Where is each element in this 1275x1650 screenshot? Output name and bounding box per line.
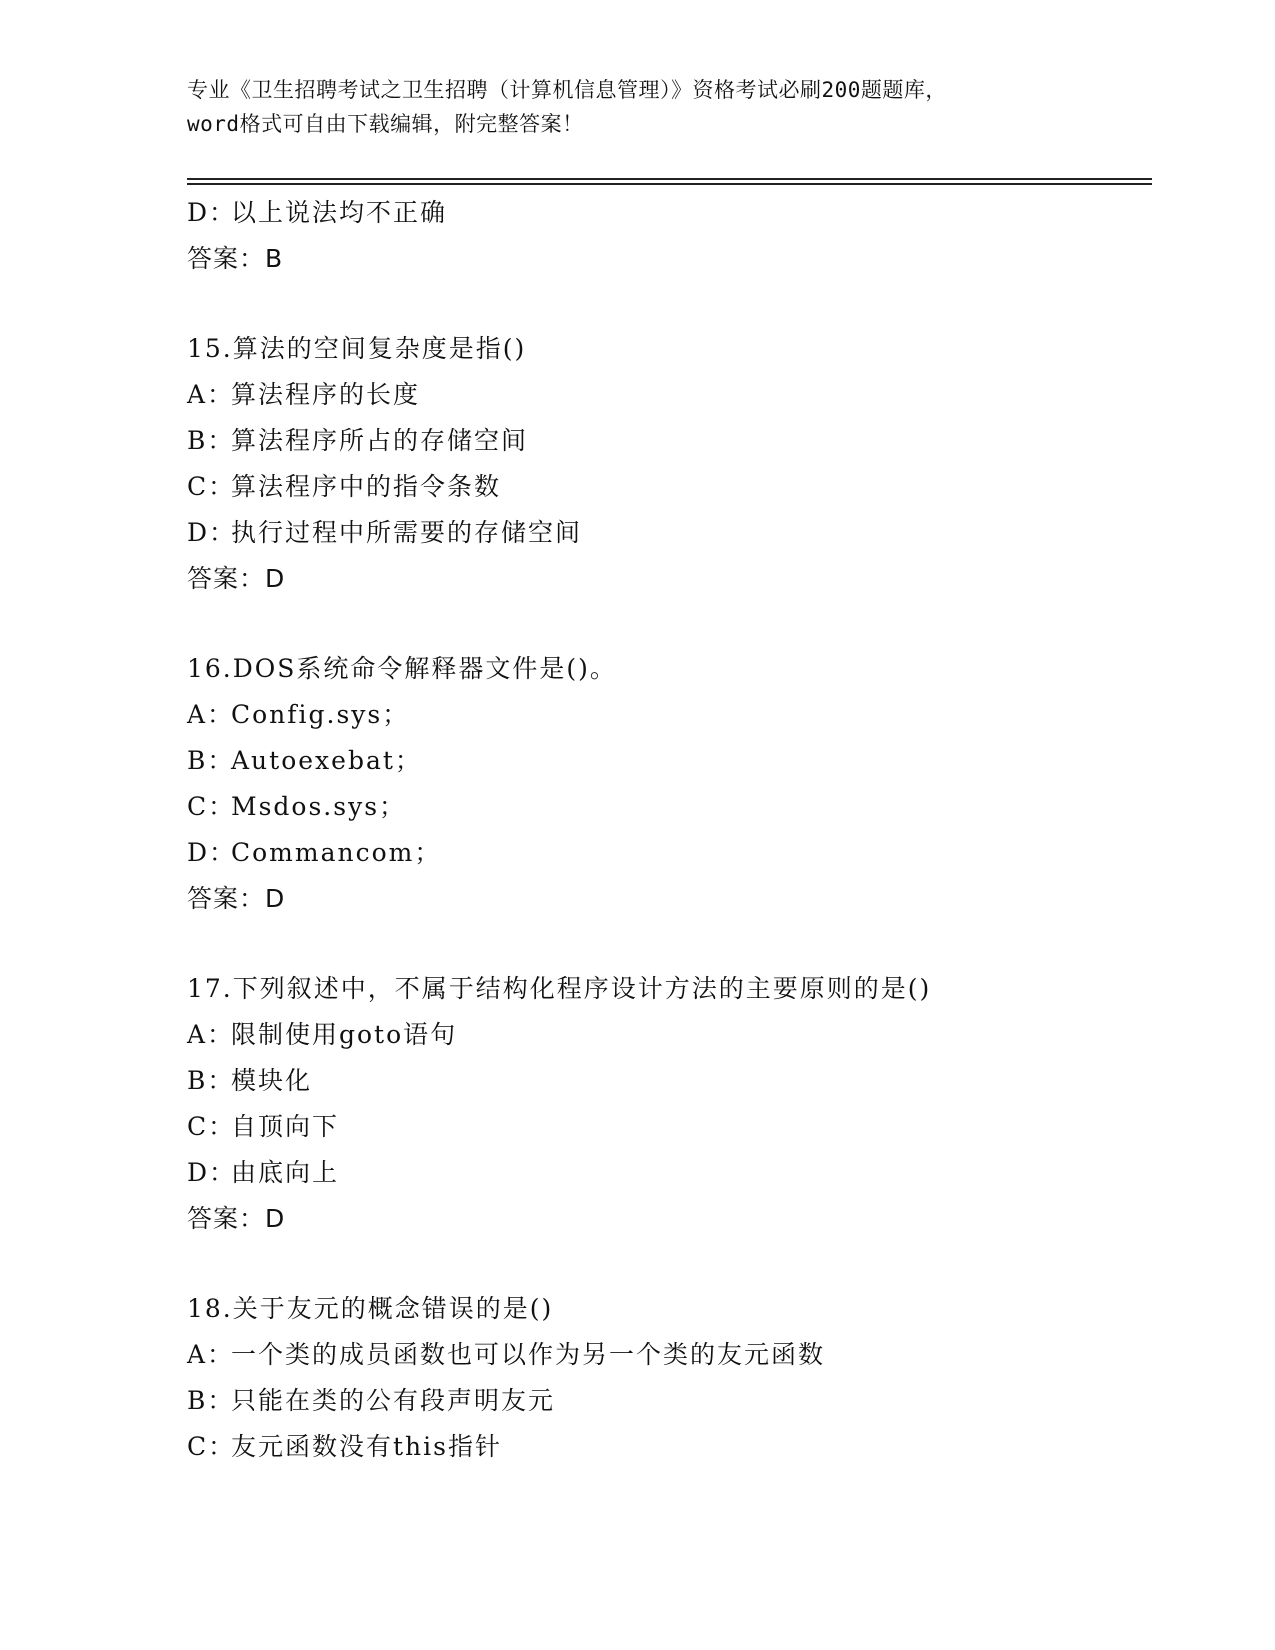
question-list — [187, 190, 1147, 1470]
document-header — [187, 73, 1087, 141]
option-a — [187, 372, 1147, 418]
option-text: 算法程序所占的存储空间 — [231, 426, 529, 455]
option-c — [187, 784, 1147, 830]
option-text: 友元函数没有this指针 — [231, 1432, 502, 1461]
option-prefix: C： — [187, 1112, 236, 1141]
spacer — [187, 922, 1147, 966]
option-prefix: A： — [187, 700, 235, 729]
option-prefix: B： — [187, 746, 235, 775]
option-b — [187, 1378, 1147, 1424]
option-text: 限制使用goto语句 — [231, 1020, 458, 1049]
option-text: Commancom； — [231, 838, 442, 867]
option-prefix: B： — [187, 1386, 235, 1415]
option-a — [187, 1332, 1147, 1378]
question-block — [187, 966, 1147, 1242]
option-b — [187, 738, 1147, 784]
option-prefix: C： — [187, 472, 236, 501]
question-text: 16.DOS系统命令解释器文件是()。 — [187, 654, 617, 683]
spacer — [187, 1242, 1147, 1286]
question-text: 18.关于友元的概念错误的是() — [187, 1294, 554, 1323]
option-d — [187, 1150, 1147, 1196]
spacer — [187, 602, 1147, 646]
header-divider-top — [187, 178, 1152, 180]
option-prefix: D： — [187, 1158, 237, 1187]
option-prefix: D： — [187, 838, 237, 867]
option-text: 由底向上 — [231, 1158, 340, 1187]
answer-line: 答案：D — [187, 884, 286, 913]
option-b — [187, 418, 1147, 464]
option-text: Autoexebat； — [231, 746, 422, 775]
option-d — [187, 510, 1147, 556]
option-prefix: A： — [187, 1020, 235, 1049]
option-d — [187, 190, 1147, 236]
option-text: 一个类的成员函数也可以作为另一个类的友元函数 — [231, 1340, 826, 1369]
header-divider-bottom — [187, 183, 1152, 185]
option-c — [187, 464, 1147, 510]
option-prefix: C： — [187, 1432, 236, 1461]
option-a — [187, 1012, 1147, 1058]
header-title-line-1: 专业《卫生招聘考试之卫生招聘（计算机信息管理）》资格考试必刷200题题库， — [187, 78, 947, 102]
option-text: 以上说法均不正确 — [231, 198, 448, 227]
option-prefix: D： — [187, 198, 237, 227]
option-b — [187, 1058, 1147, 1104]
question-block — [187, 646, 1147, 922]
option-prefix: B： — [187, 426, 235, 455]
option-prefix: B： — [187, 1066, 235, 1095]
answer-line: 答案：D — [187, 1204, 286, 1233]
option-prefix: C： — [187, 792, 236, 821]
option-c — [187, 1104, 1147, 1150]
question-block — [187, 190, 1147, 282]
option-text: 执行过程中所需要的存储空间 — [231, 518, 583, 547]
question-text: 15.算法的空间复杂度是指() — [187, 334, 527, 363]
option-c — [187, 1424, 1147, 1470]
option-prefix: A： — [187, 380, 235, 409]
question-block — [187, 1286, 1147, 1470]
question-text: 17.下列叙述中，不属于结构化程序设计方法的主要原则的是() — [187, 974, 932, 1003]
option-d — [187, 830, 1147, 876]
option-text: 只能在类的公有段声明友元 — [231, 1386, 556, 1415]
option-text: 模块化 — [231, 1066, 313, 1095]
header-title-line-2: word格式可自由下载编辑，附完整答案！ — [187, 112, 584, 136]
question-block — [187, 326, 1147, 602]
option-prefix: D： — [187, 518, 237, 547]
option-a — [187, 692, 1147, 738]
option-text: 自顶向下 — [231, 1112, 340, 1141]
answer-line: 答案：D — [187, 564, 286, 593]
option-text: 算法程序中的指令条数 — [231, 472, 502, 501]
option-prefix: A： — [187, 1340, 235, 1369]
spacer — [187, 282, 1147, 326]
option-text: Config.sys； — [231, 700, 410, 729]
option-text: 算法程序的长度 — [231, 380, 421, 409]
answer-line: 答案：B — [187, 244, 284, 273]
option-text: Msdos.sys； — [231, 792, 407, 821]
